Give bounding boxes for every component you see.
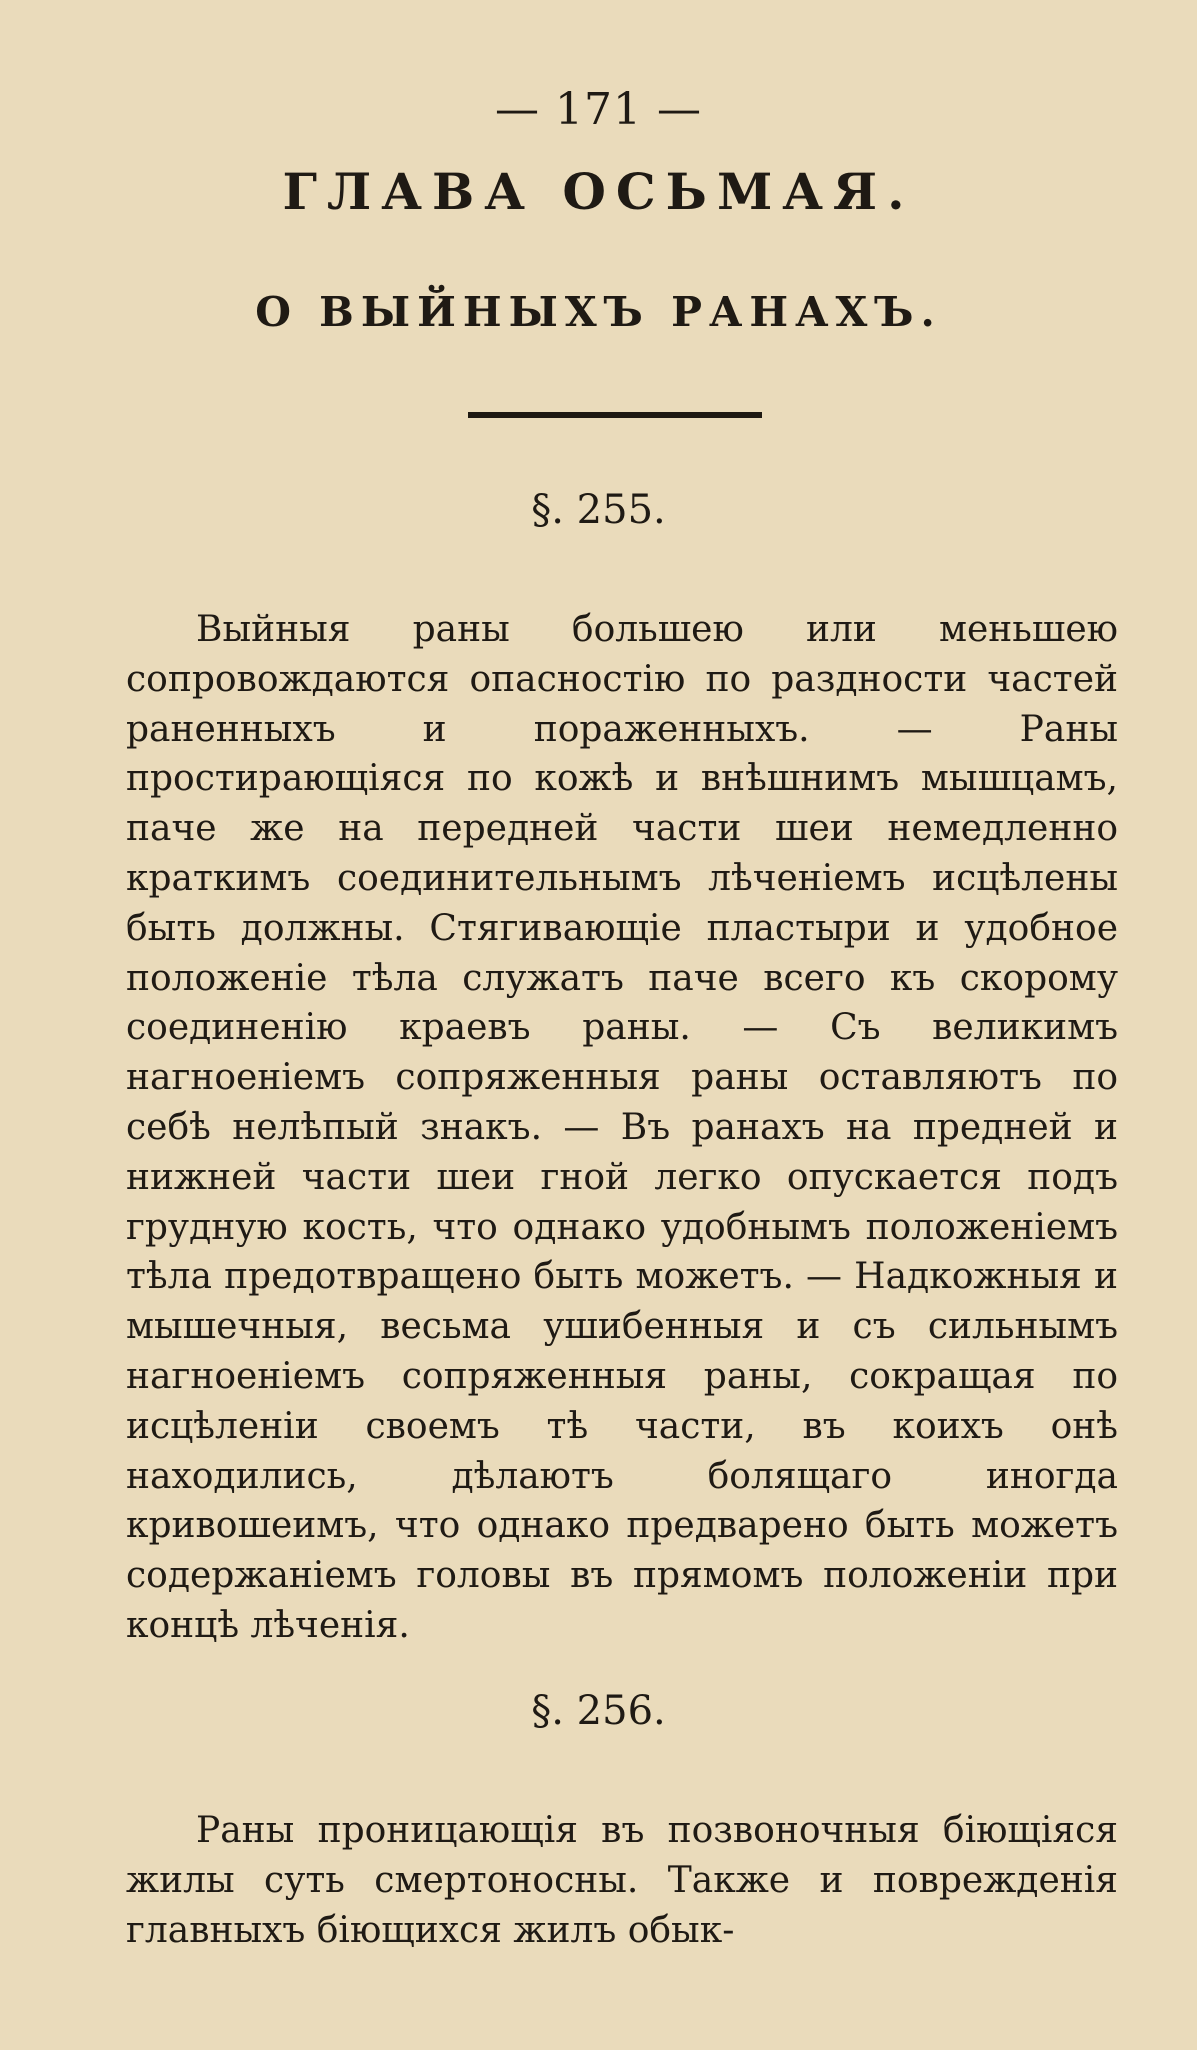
section-heading-255: §. 255. xyxy=(531,487,666,533)
chapter-title: ГЛАВА ОСЬМАЯ. xyxy=(282,162,915,221)
page-number: — 171 — xyxy=(495,84,702,135)
section-heading-256: §. 256. xyxy=(531,1688,666,1734)
chapter-subtitle: О ВЫЙНЫХЪ РАНАХЪ. xyxy=(255,288,942,336)
decorative-rule xyxy=(468,412,762,418)
section-256-text: Раны проницающія въ позвоночныя біющіяся жилы суть смертоносны. Также и поврежденія главныхъ біющихся жилъ обык- xyxy=(126,1810,1118,1951)
section-255-text: Выйныя раны большею или меньшею сопровождаются опасностію по раздности частей раненныхъ и пораженныхъ. — Раны простирающіяся по кожѣ и внѣшнимъ мышцамъ, паче же на передней части шеи немедленно краткимъ соединительнымъ лѣченіемъ исцѣлены быть должны. Стягивающіе пластыри и удобное положеніе тѣла служатъ паче всего къ скорому соединенію краевъ раны. — Съ великимъ нагноеніемъ сопряженныя раны оставляютъ по себѣ нелѣпый знакъ. — Въ ранахъ на предней и нижней части шеи гной легко опускается подъ грудную кость, что однако удобнымъ положеніемъ тѣла предотвращено быть можетъ. — Надкожныя и мышечныя, весьма ушибенныя и съ сильнымъ нагноеніемъ сопряженныя раны, сокращая по исцѣленіи своемъ тѣ части, въ коихъ онѣ находились, дѣлаютъ болящаго иногда кривошеимъ, что однако предварено быть можетъ содержаніемъ головы въ прямомъ положеніи при концѣ лѣченія. xyxy=(126,609,1118,1646)
